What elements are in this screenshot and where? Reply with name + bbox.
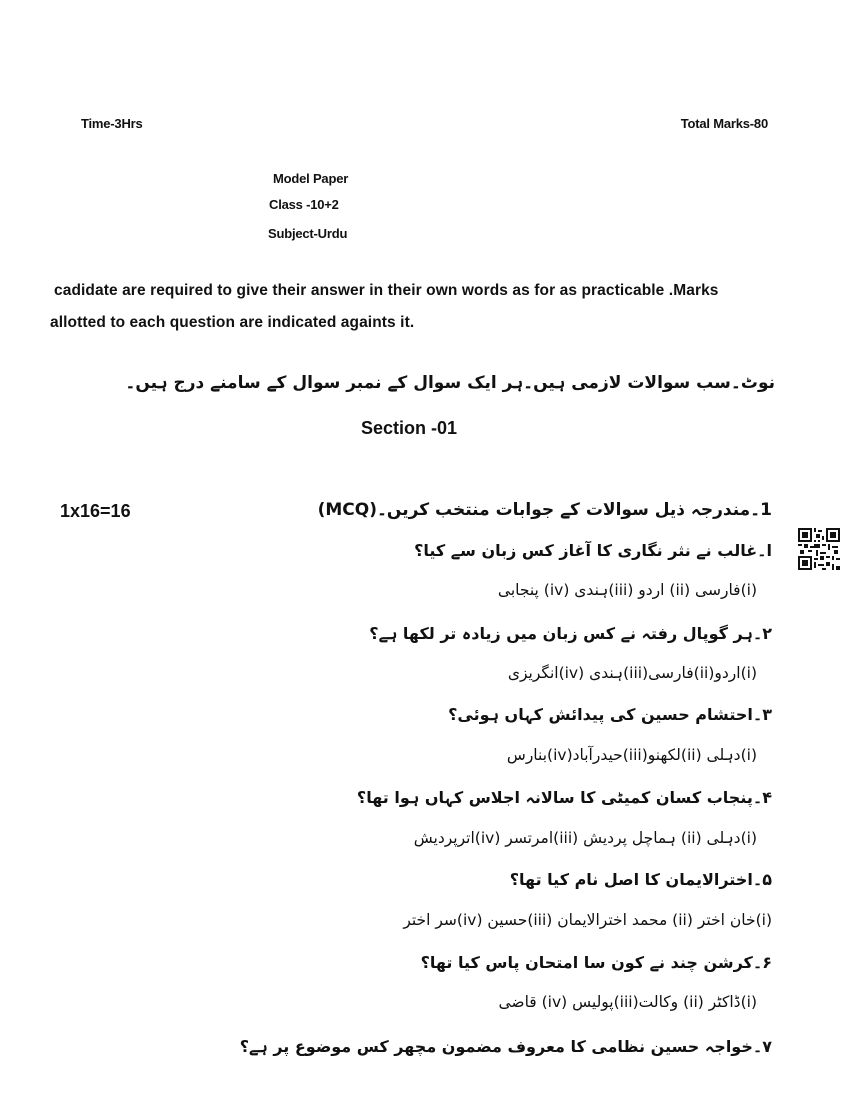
qr-code-icon [798,528,840,570]
question-4: ۴۔پنجاب کسان کمیٹی کا سالانہ اجلاس کہاں ہوا تھا؟ [356,788,772,807]
question-5-options: (i)خان اختر (ii) محمد اخترالایمان (iii)حسین (iv)سر اختر [403,911,772,929]
total-marks-label: Total Marks-80 [680,116,768,131]
question-2-options: (i)اردو(ii)فارسی(iii)ہندی (iv)انگریزی [507,664,757,682]
question-3-options: (i)دہلی (ii)لکھنو(iii)حیدرآباد(iv)بنارس [506,746,757,764]
question-7: ۷۔خواجہ حسین نظامی کا معروف مضمون مچھر کس موضوع پر ہے؟ [239,1037,772,1056]
subject-label: Subject-Urdu [268,226,348,241]
marks-label: 1x16=16 [60,501,131,521]
instructions-line-2: allotted to each question are indicated againts it. [50,314,415,331]
section-title: Section -01 [361,418,458,438]
question-6-options: (i)ڈاکٹر (ii) وکالت(iii)پولیس (iv) قاضی [498,993,757,1011]
question-4-options: (i)دہلی (ii) ہماچل پردیش (iii)امرتسر (iv)اترپردیش [413,829,757,847]
question-1: ا۔غالب نے نثر نگاری کا آغاز کس زبان سے کیا؟ [414,541,772,560]
question-6: ۶۔کرشن چند نے کون سا امتحان پاس کیا تھا؟ [420,953,772,972]
question-1-options: (i)فارسی (ii) اردو (iii)ہندی (iv) پنجابی [497,581,757,599]
urdu-note: نوٹ۔سب سوالات لازمی ہیں۔ہر ایک سوال کے نمبر سوال کے سامنے درج ہیں۔ [125,373,775,393]
time-label: Time-3Hrs [81,116,143,131]
mcq-heading: 1۔مندرجہ ذیل سوالات کے جوابات منتخب کریں۔(MCQ) [317,500,772,520]
class-label: Class -10+2 [269,197,339,212]
paper-title: Model Paper [273,171,349,186]
question-3: ۳۔احتشام حسین کی پیدائش کہاں ہوئی؟ [448,705,772,724]
question-2: ۲۔ہر گوپال رفتہ نے کس زبان میں زیادہ تر لکھا ہے؟ [369,624,772,643]
question-5: ۵۔اخترالایمان کا اصل نام کیا تھا؟ [509,870,772,889]
instructions-line-1: cadidate are required to give their answer in their own words as for as practicable .Marks [54,282,719,299]
